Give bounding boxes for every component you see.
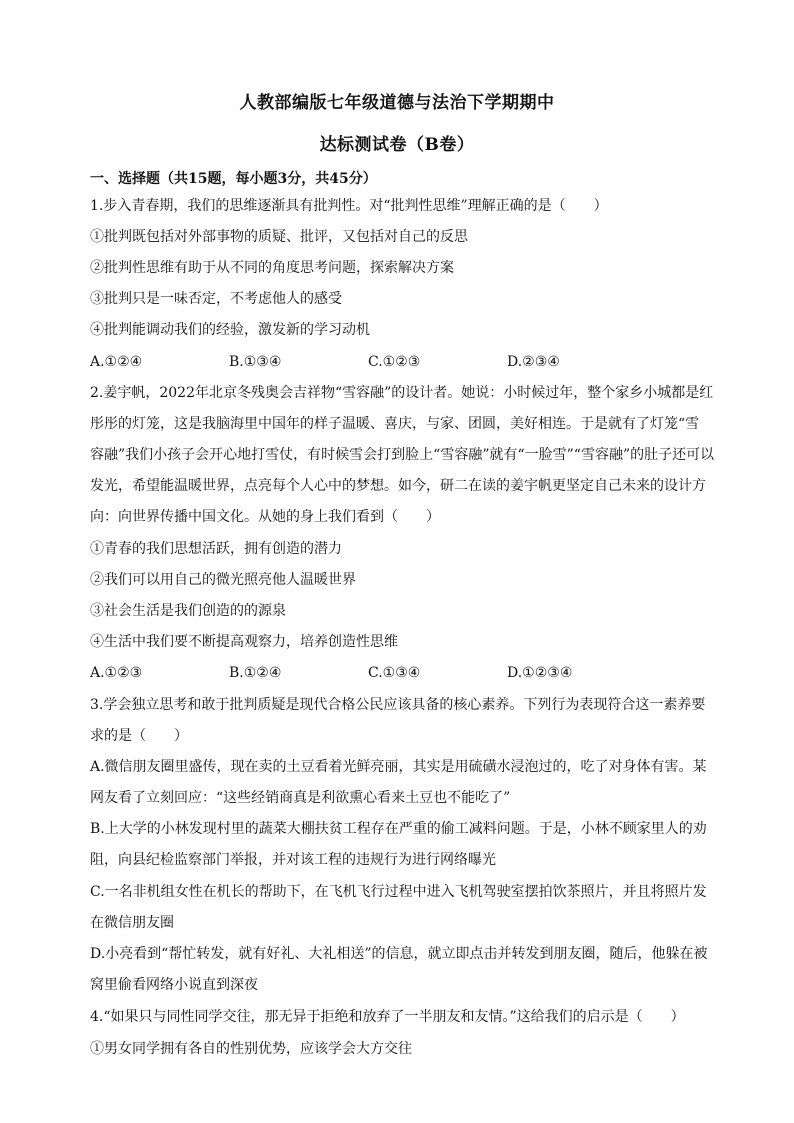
question-4-stem: 4.“如果只与同性同学交往，那无异于拒绝和放弃了一半朋友和友情。”这给我们的启示是（ ） bbox=[90, 1009, 685, 1025]
question-3-stem: 求的是（ ） bbox=[90, 728, 188, 744]
question-2-stem: 彤彤的灯笼，这是我脑海里中国年的样子温暖、喜庆，与家、团圆，美好相连。于是就有了灯笼“雪 bbox=[90, 416, 700, 432]
question-2-option-b[interactable]: B.①②④ bbox=[229, 665, 282, 681]
question-1-option-d[interactable]: D.②③④ bbox=[507, 354, 560, 370]
question-2-statement: ③社会生活是我们创造的的源泉 bbox=[90, 603, 286, 619]
question-1-option-c[interactable]: C.①②③ bbox=[368, 354, 421, 370]
question-1-option-b[interactable]: B.①③④ bbox=[229, 354, 282, 370]
question-3-option-b[interactable]: 阻，向县纪检监察部门举报，并对该工程的违规行为进行网络曝光 bbox=[90, 852, 496, 868]
question-2-stem: 向：向世界传播中国文化。从她的身上我们看到（ ） bbox=[90, 509, 440, 525]
question-3-option-d[interactable]: 窝里偷看网络小说直到深夜 bbox=[90, 977, 258, 993]
exam-subtitle: 达标测试卷（B卷） bbox=[319, 135, 475, 155]
question-1-statement: ③批判只是一味否定，不考虑他人的感受 bbox=[90, 291, 342, 307]
question-2-statement: ④生活中我们要不断提高观察力，培养创造性思维 bbox=[90, 634, 398, 650]
question-1-statement: ①批判既包括对外部事物的质疑、批评，又包括对自己的反思 bbox=[90, 229, 468, 245]
question-3-stem: 3.学会独立思考和敢于批判质疑是现代合格公民应该具备的核心素养。下列行为表现符合这一素养要 bbox=[90, 697, 706, 713]
question-2-stem: 发光，希望能温暖世界，点亮每个人心中的梦想。如今，研二在读的姜宇帆更坚定自己未来的设计方 bbox=[90, 478, 706, 494]
question-2-statement: ②我们可以用自己的微光照亮他人温暖世界 bbox=[90, 572, 356, 588]
question-1-option-a[interactable]: A.①②④ bbox=[90, 354, 143, 370]
exam-title: 人教部编版七年级道德与法治下学期期中 bbox=[239, 93, 555, 113]
question-2-option-a[interactable]: A.①②③ bbox=[90, 665, 143, 681]
question-3-option-b[interactable]: B.上大学的小林发现村里的蔬菜大棚扶贫工程存在严重的偷工减料问题。于是，小林不顾家里人的劝 bbox=[90, 821, 707, 837]
question-2-stem: 2.姜宇帆，2022年北京冬残奥会吉祥物“雪容融”的设计者。她说：小时候过年，整个家乡小城都是红 bbox=[90, 385, 714, 401]
question-3-option-a[interactable]: 网友看了立刻回应：“这些经销商真是利欲熏心看来土豆也不能吃了” bbox=[90, 790, 511, 806]
question-4-statement: ①男女同学拥有各自的性别优势，应该学会大方交往 bbox=[90, 1041, 412, 1057]
question-2-option-c[interactable]: C.①③④ bbox=[368, 665, 421, 681]
question-3-option-c[interactable]: C.一名非机组女性在机长的帮助下，在飞机飞行过程中进入飞机驾驶室摆拍饮茶照片，并且将照片发 bbox=[90, 884, 707, 900]
question-3-option-c[interactable]: 在微信朋友圈 bbox=[90, 915, 174, 931]
question-1-stem: 1.步入青春期，我们的思维逐渐具有批判性。对“批判性思维”理解正确的是（ ） bbox=[90, 198, 608, 214]
question-3-option-d[interactable]: D.小亮看到“帮忙转发，就有好礼、大礼相送”的信息，就立即点击并转发到朋友圈，随后，他躲在被 bbox=[90, 946, 708, 962]
question-2-statement: ①青春的我们思想活跃，拥有创造的潜力 bbox=[90, 541, 342, 557]
section-heading: 一、选择题（共15题，每小题3分，共45分） bbox=[90, 171, 377, 187]
question-3-option-a[interactable]: A.微信朋友圈里盛传，现在卖的土豆看着光鲜亮丽，其实是用硫磺水浸泡过的，吃了对身体有害。某 bbox=[90, 759, 707, 775]
question-2-option-d[interactable]: D.①②③④ bbox=[507, 665, 573, 681]
question-2-stem: 容融”我们小孩子会开心地打雪仗，有时候雪会打到脸上“雪容融”就有“一脸雪”“雪容融”的肚子还可以 bbox=[90, 447, 715, 463]
question-1-statement: ②批判性思维有助于从不同的角度思考问题，探索解决方案 bbox=[90, 260, 454, 276]
question-1-statement: ④批判能调动我们的经验，激发新的学习动机 bbox=[90, 322, 370, 338]
